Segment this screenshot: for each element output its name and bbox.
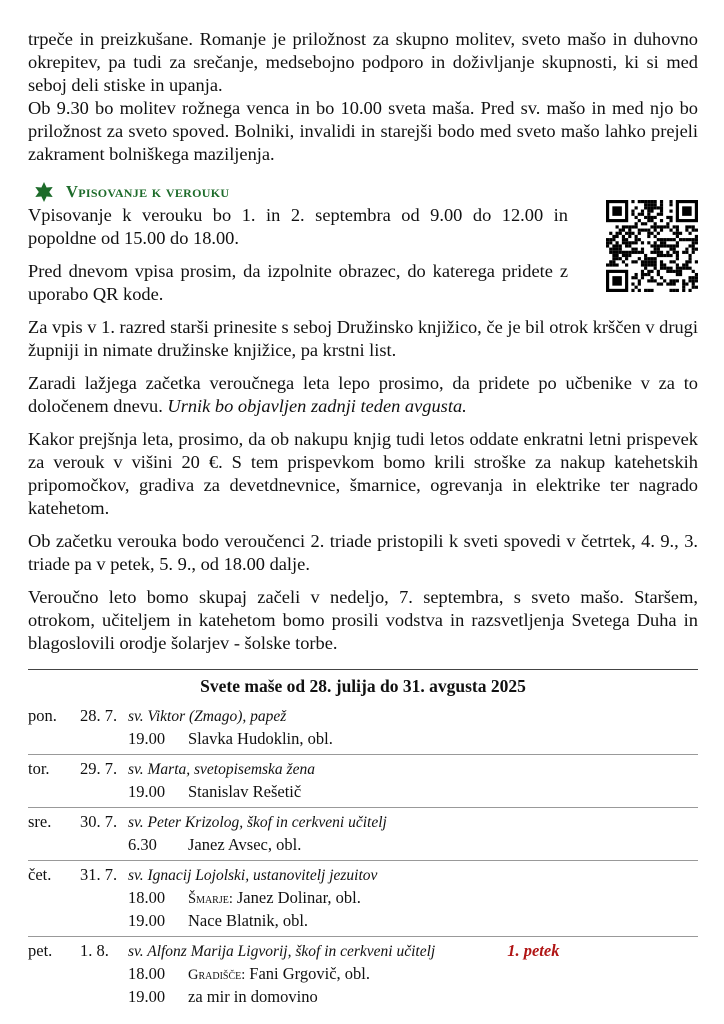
date: 1. 8. <box>80 941 109 960</box>
mass-row <box>28 835 698 858</box>
schedule-day-header <box>28 759 698 782</box>
mass-intention: Fani Grgovič, obl. <box>249 964 370 983</box>
schedule-day-header <box>28 865 698 888</box>
saint-of-day: sv. Alfonz Marija Ligvorij, škof in cerkveni učitelj <box>128 943 436 960</box>
weekday: sre. <box>28 812 52 831</box>
mass-intention: Janez Dolinar, obl. <box>236 888 361 907</box>
mass-time: 19.00 <box>128 782 166 801</box>
mass-time: 19.00 <box>128 729 166 748</box>
mass-time: 18.00 <box>128 888 166 907</box>
saint-of-day: sv. Marta, svetopisemska žena <box>128 761 315 778</box>
enrollment-paragraph: Pred dnevom vpisa prosim, da izpolnite obrazec, do katerega pridete z uporabo QR kode. <box>28 261 568 304</box>
enrollment-paragraph: Za vpis v 1. razred starši prinesite s seboj Družinsko knjižico, če je bil otrok krščen v drugi župniji in nimate družinske knjižice, pa krstni list. <box>28 317 698 360</box>
mass-intention: Nace Blatnik, obl. <box>188 911 309 930</box>
weekday: čet. <box>28 865 52 884</box>
schedule-day <box>28 937 698 1012</box>
star-icon <box>34 182 54 202</box>
schedule-day <box>28 755 698 808</box>
date: 29. 7. <box>80 759 118 778</box>
schedule-day <box>28 808 698 861</box>
schedule-note: Urnik bo objavljen zadnji teden avgusta. <box>167 396 467 416</box>
enrollment-paragraph: Kakor prejšnja leta, prosimo, da ob nakupu knjig tudi letos oddate enkratni letni prispevek za verouk v višini 20 €. S tem prispevkom bomo krili stroške za nakup katehetskih pripomočkov, gradiva za devetdnevnice, šmarnice, ogrevanja in elektrike ter nagrado katehetom. <box>28 429 698 518</box>
enrollment-paragraph: Vpisovanje k verouku bo 1. in 2. septembra od 9.00 do 12.00 in popoldne od 15.00 do 18.00. <box>28 205 568 248</box>
schedule-day <box>28 702 698 755</box>
mass-intention: Stanislav Rešetič <box>188 782 302 801</box>
mass-time: 18.00 <box>128 964 166 983</box>
schedule-day-header <box>28 941 698 964</box>
mass-location: Gradišče: <box>188 967 246 983</box>
mass-schedule <box>28 702 698 1012</box>
mass-time: 19.00 <box>128 911 166 930</box>
intro-paragraph: Ob 9.30 bo molitev rožnega venca in bo 10.00 sveta maša. Pred sv. mašo in med njo bo priložnost za sveto spoved. Bolniki, invalidi in starejši bodo med sveto mašo lahko prejeli zakrament bolniškega maziljenja. <box>28 98 698 164</box>
intro-paragraph: trpeče in preizkušane. Romanje je priložnost za skupno molitev, sveto mašo in duhovno okrepitev, pa tudi za srečanje, medsebojno podporo in doživljanje skupnosti, ki si med seboj deli stiske in upanja. <box>28 29 698 95</box>
weekday: tor. <box>28 759 50 778</box>
schedule-day <box>28 861 698 937</box>
mass-location: Šmarje: <box>188 891 233 907</box>
section-title: Vpisovanje k verouku <box>66 182 230 201</box>
enrollment-paragraph: Ob začetku verouka bodo veroučenci 2. triade pristopili k sveti spovedi v četrtek, 4. 9., 3. triade pa v petek, 5. 9., od 18.00 dalje. <box>28 531 698 574</box>
enrollment-paragraph: Veroučno leto bomo skupaj začeli v nedeljo, 7. septembra, s sveto mašo. Staršem, otrokom, učiteljem in katehetom bomo prosili vodstva in razsvetljenja Svetega Duha in blagoslovili orodje šolarjev - šolske torbe. <box>28 587 698 653</box>
saint-of-day: sv. Peter Krizolog, škof in cerkveni učitelj <box>128 814 387 831</box>
mass-intention: za mir in domovino <box>188 987 318 1006</box>
first-friday-note: 1. petek <box>507 941 560 960</box>
date: 30. 7. <box>80 812 118 831</box>
mass-time: 6.30 <box>128 835 157 854</box>
mass-row <box>28 729 698 752</box>
weekday: pon. <box>28 706 57 725</box>
schedule-title: Svete maše od 28. julija do 31. avgusta 2025 <box>28 669 698 702</box>
saint-of-day: sv. Viktor (Zmago), papež <box>128 708 287 725</box>
mass-intention: Janez Avsec, obl. <box>188 835 302 854</box>
section-heading <box>28 180 698 204</box>
mass-intention: Slavka Hudoklin, obl. <box>188 729 333 748</box>
date: 28. 7. <box>80 706 118 725</box>
mass-time: 19.00 <box>128 987 166 1006</box>
saint-of-day: sv. Ignacij Lojolski, ustanovitelj jezuitov <box>128 867 378 884</box>
bulletin-page <box>28 28 698 1012</box>
mass-row <box>28 987 698 1010</box>
weekday: pet. <box>28 941 53 960</box>
mass-row <box>28 911 698 934</box>
date: 31. 7. <box>80 865 118 884</box>
mass-row <box>28 888 698 911</box>
mass-row <box>28 782 698 805</box>
schedule-day-header <box>28 706 698 729</box>
mass-row <box>28 964 698 987</box>
qr-code-icon[interactable] <box>606 200 698 292</box>
enrollment-text: Zaradi lažjega začetka veroučnega leta lepo prosimo, da pridete po učbenike v za to določenem dnevu. <box>28 373 698 416</box>
enrollment-paragraph <box>28 372 698 418</box>
schedule-day-header <box>28 812 698 835</box>
